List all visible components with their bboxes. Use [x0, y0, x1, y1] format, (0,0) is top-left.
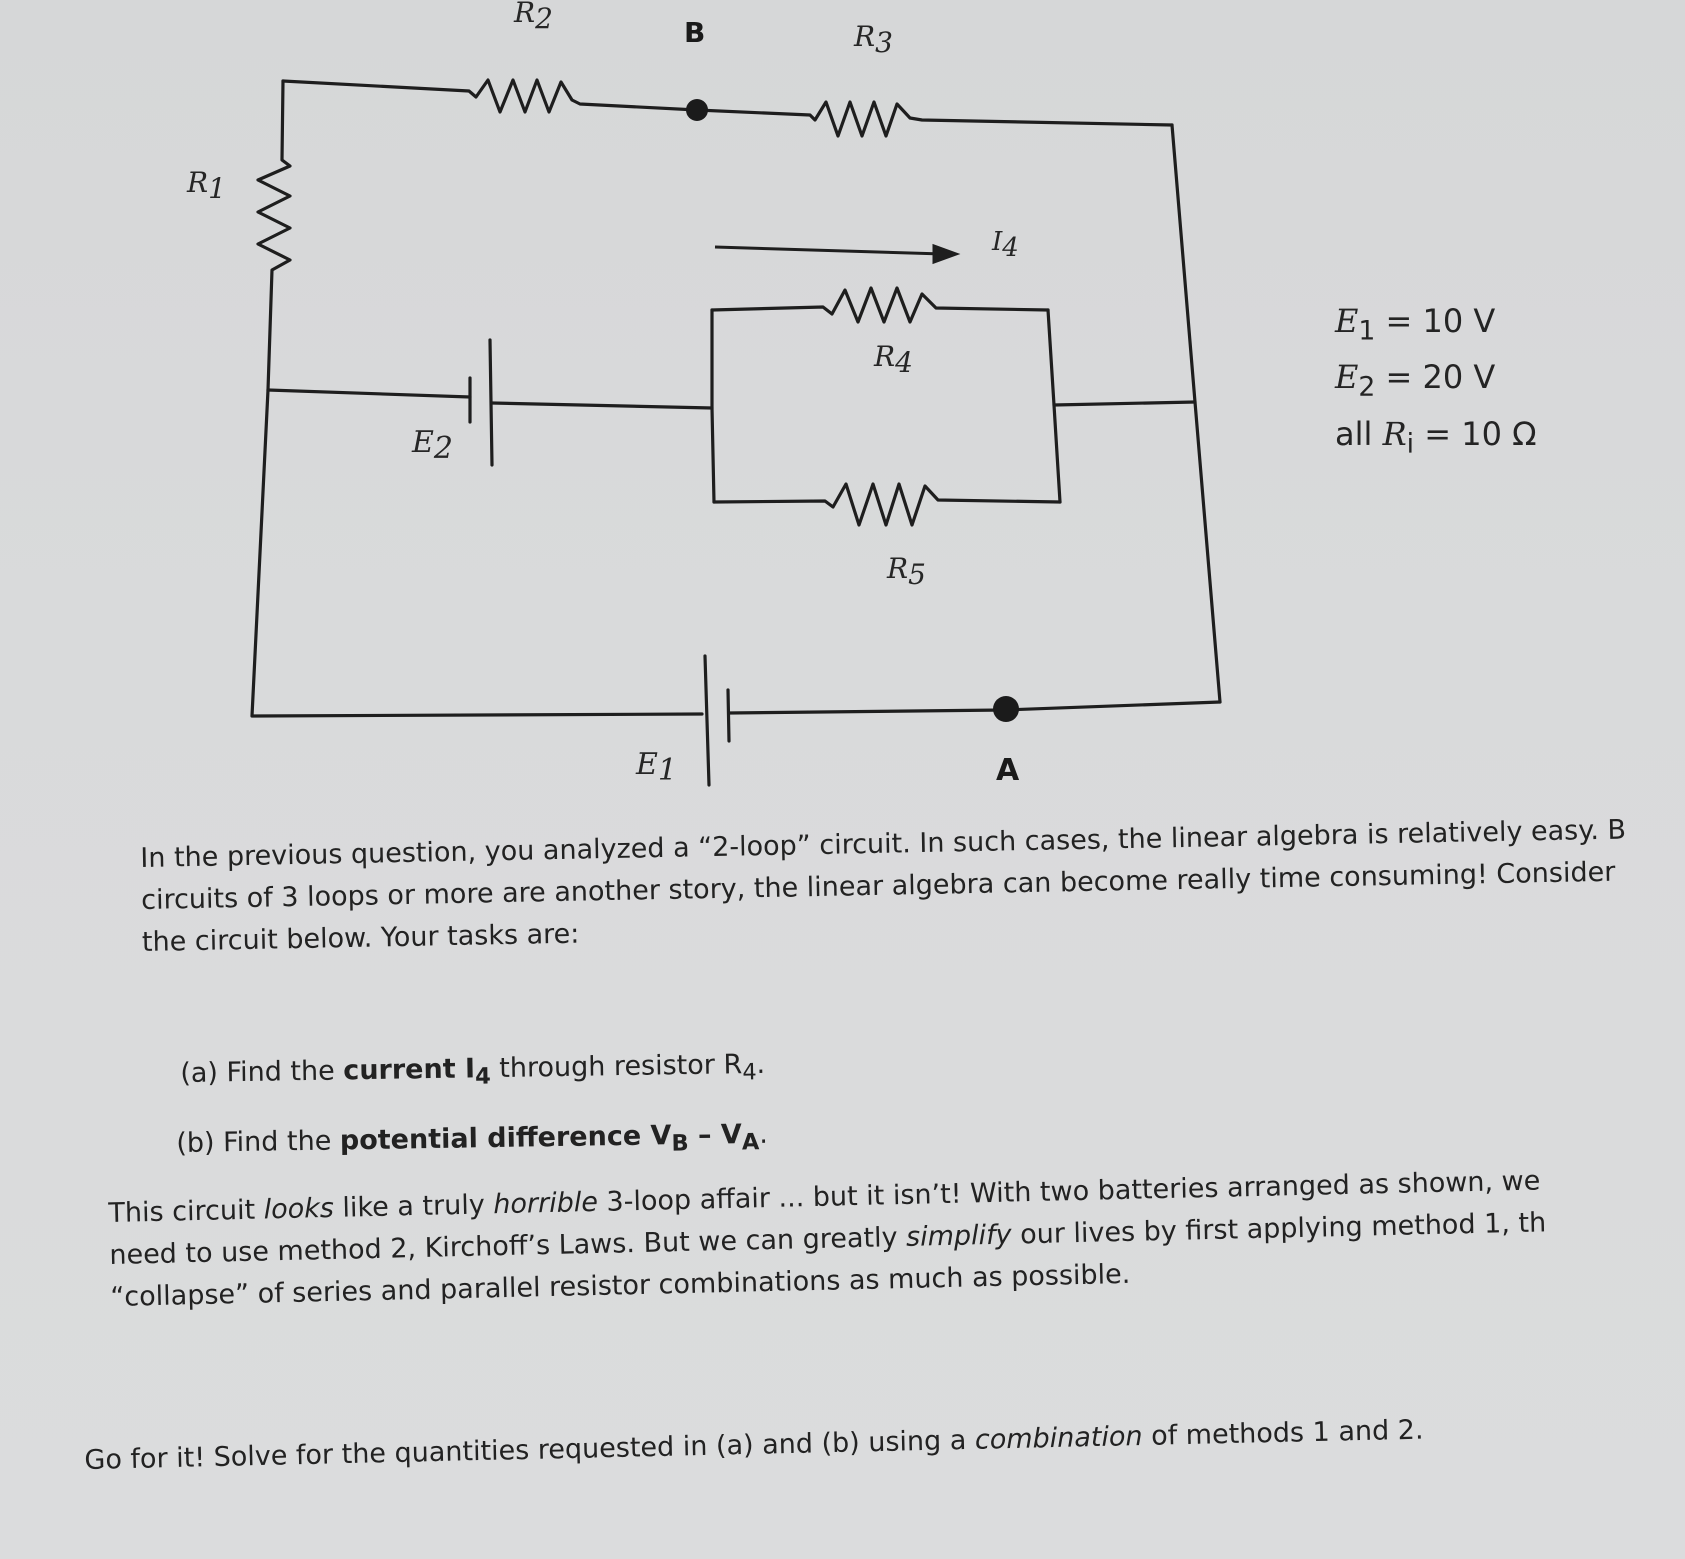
task-a: (a) Find the current $I_4$ through resistor $R_4$. — [180, 1048, 766, 1090]
node-b-dot — [686, 99, 708, 121]
label-r1: R1 — [187, 166, 226, 205]
label-i4: I4 — [992, 227, 1019, 263]
battery-e1-long-plate — [705, 656, 709, 785]
wire-right-outer — [1172, 125, 1220, 702]
closing-paragraph: Go for it! Solve for the quantities requested in (a) and (b) using a combination of methods 1 and 2. — [84, 1414, 1424, 1476]
wire-left-lower — [252, 390, 702, 716]
wire-parallel-to-right — [1054, 402, 1195, 405]
label-node-b: B — [684, 16, 706, 49]
wire-top-left — [283, 80, 697, 112]
resistor-r4 — [712, 288, 1048, 322]
given-e2: $E_2 = 20$ V — [1335, 358, 1496, 403]
label-e2: E2 — [412, 425, 453, 466]
wire-parallel-left — [712, 310, 714, 502]
label-r4: R4 — [874, 340, 913, 379]
method-paragraph: This circuit looks like a truly horrible 3-loop affair ... but it isn’t! With two batteries arranged as shown, we need to use method 2, Kirchoff’s Laws. But we can greatly simplify our lives by first applying method 1, th “collapse” of series and parallel resistor combinations as much as possible. — [108, 1165, 1547, 1313]
intro-paragraph: In the previous question, you analyzed a “2-loop” circuit. In such cases, the linear algebra is relatively easy. B circuits of 3 loops or more are another story, the linear algebra can become really time consuming! Consider the circuit below. Your tasks are: — [140, 814, 1627, 958]
task-b: (b) Find the potential difference $V_B - V_A$. — [176, 1118, 769, 1159]
given-e1: $E_1 = 10$ V — [1335, 302, 1496, 347]
wire-e2-right — [492, 403, 712, 408]
resistor-r5 — [714, 484, 1060, 525]
resistor-r1 — [258, 81, 290, 390]
label-r2: R2 — [514, 0, 553, 35]
current-i4-arrow — [715, 247, 943, 254]
battery-e1-short-plate — [728, 690, 729, 741]
current-i4-arrowhead — [934, 246, 956, 262]
wire-e2-left — [268, 390, 470, 397]
given-all-r: all $R_i = 10$ Ω — [1335, 414, 1537, 460]
label-e1: E1 — [636, 747, 677, 788]
node-a-dot — [993, 696, 1019, 722]
given-values — [1335, 298, 1537, 467]
label-r3: R3 — [854, 20, 893, 59]
resistor-r3 — [697, 102, 1172, 136]
label-node-a: A — [996, 753, 1020, 788]
wire-e1-to-a — [729, 702, 1220, 713]
label-r5: R5 — [887, 552, 926, 591]
